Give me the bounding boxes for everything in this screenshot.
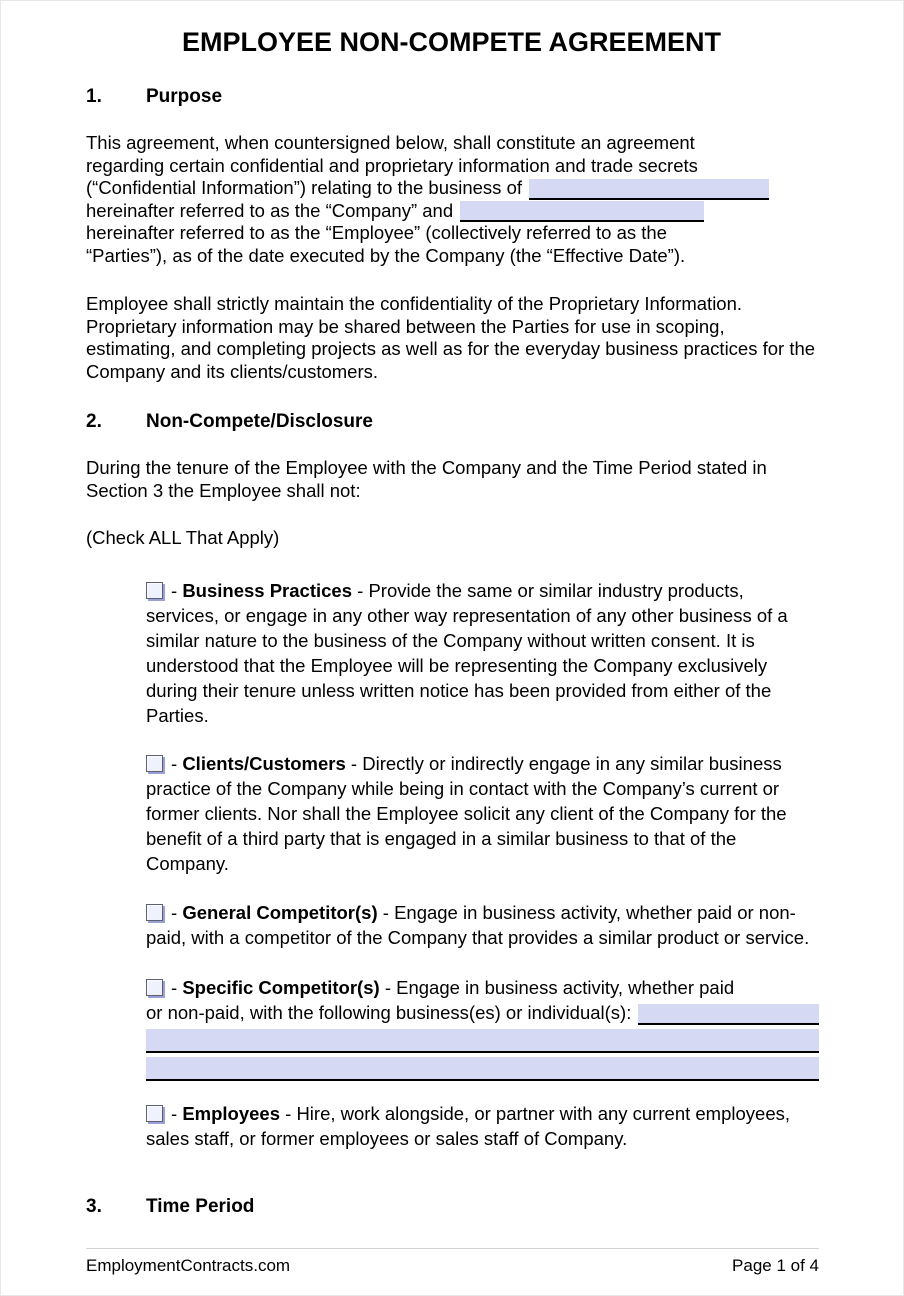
paragraph-line: “Parties”), as of the date executed by the Company (the “Effective Date”).	[86, 244, 686, 266]
paragraph-line: hereinafter referred to as the “Employee” (collectively referred to as the	[86, 222, 667, 243]
dash: -	[171, 1102, 178, 1124]
purpose-paragraph-2: Employee shall strictly maintain the confidentiality of the Proprietary Information. Proprietary information may be shared between the Parties for use in scoping, estimating, and completing projects as well as for the everyday business practices for the Company and its clients/customers.	[86, 293, 816, 382]
employee-name-field[interactable]	[460, 201, 704, 222]
checklist-item-text: or non-paid, with the following business(es) or individual(s):	[146, 1001, 632, 1023]
checklist-item-general-competitors	[146, 900, 819, 950]
section-heading-time-period	[86, 1195, 817, 1218]
check-all-instruction: (Check ALL That Apply)	[86, 527, 280, 548]
paragraph-line: (“Confidential Information”) relating to the business of	[86, 177, 522, 198]
footer-site-name: EmploymentContracts.com	[86, 1256, 291, 1275]
specific-competitors-line-field-2[interactable]	[146, 1057, 819, 1081]
checklist-item-clients-customers	[146, 751, 819, 876]
purpose-paragraph-1	[86, 132, 817, 267]
footer-page-number: Page 1 of 4	[732, 1256, 819, 1275]
checklist-item-business-practices	[146, 578, 819, 728]
dash: -	[171, 901, 178, 923]
checklist-item-text: - Engage in business activity, whether paid or non-paid, with a competitor of the Company that provides a similar product or service.	[146, 901, 810, 948]
specific-competitors-checkbox[interactable]	[146, 979, 163, 996]
checklist-item-label: Business Practices	[182, 579, 352, 601]
section-heading-noncompete	[86, 410, 817, 433]
checklist-item-specific-competitors	[146, 975, 819, 1081]
checklist-item-label: Specific Competitor(s)	[182, 976, 380, 998]
section-number: 2.	[86, 411, 102, 432]
section-number: 1.	[86, 86, 102, 107]
section-heading-purpose	[86, 85, 817, 108]
section-title: Purpose	[146, 86, 223, 107]
document-page	[1, 1, 903, 1218]
checklist-item-label: Employees	[182, 1102, 280, 1124]
checklist-item-label: General Competitor(s)	[182, 901, 378, 923]
section-title: Non-Compete/Disclosure	[146, 411, 373, 432]
dash: -	[171, 752, 178, 774]
document-title: EMPLOYEE NON-COMPETE AGREEMENT	[181, 27, 722, 57]
dash: -	[171, 579, 178, 601]
clients-customers-checkbox[interactable]	[146, 755, 163, 772]
specific-competitors-inline-field[interactable]	[638, 1004, 819, 1025]
company-name-field[interactable]	[529, 179, 769, 200]
section-number: 3.	[86, 1195, 102, 1217]
page-footer	[86, 1248, 819, 1276]
checklist-item-text: - Hire, work alongside, or partner with any current employees, sales staff, or former employees or sales staff of Company.	[146, 1102, 790, 1149]
business-practices-checkbox[interactable]	[146, 582, 163, 599]
checklist-item-text: - Engage in business activity, whether paid	[384, 976, 735, 998]
noncompete-intro: During the tenure of the Employee with the Company and the Time Period stated in Section 3 the Employee shall not:	[86, 457, 767, 501]
checklist-item-text: - Directly or indirectly engage in any similar business practice of the Company while being in contact with the Company’s current or former clients. Nor shall the Employee solicit any client of the Company for the benefit of a third party that is engaged in a similar business to that of the Company.	[146, 752, 787, 874]
checklist-item-line	[146, 975, 819, 1000]
section-title: Time Period	[146, 1195, 255, 1217]
paragraph-line: This agreement, when countersigned below, shall constitute an agreement	[86, 132, 695, 153]
checklist-item-label: Clients/Customers	[182, 752, 346, 774]
specific-competitors-line-field-1[interactable]	[146, 1029, 819, 1053]
paragraph-line: hereinafter referred to as the “Company” and	[86, 199, 454, 221]
checklist-item-text: - Provide the same or similar industry products, services, or engage in any other way representation of any other business of a similar nature to the business of the Company without written consent. It is understood that the Employee will be representing the Company exclusively during their tenure unless written notice has been provided from either of the Parties.	[146, 579, 788, 726]
employees-checkbox[interactable]	[146, 1105, 163, 1122]
dash: -	[171, 976, 178, 998]
paragraph-line: regarding certain confidential and proprietary information and trade secrets	[86, 154, 698, 176]
general-competitors-checkbox[interactable]	[146, 904, 163, 921]
checklist-item-employees	[146, 1101, 819, 1151]
